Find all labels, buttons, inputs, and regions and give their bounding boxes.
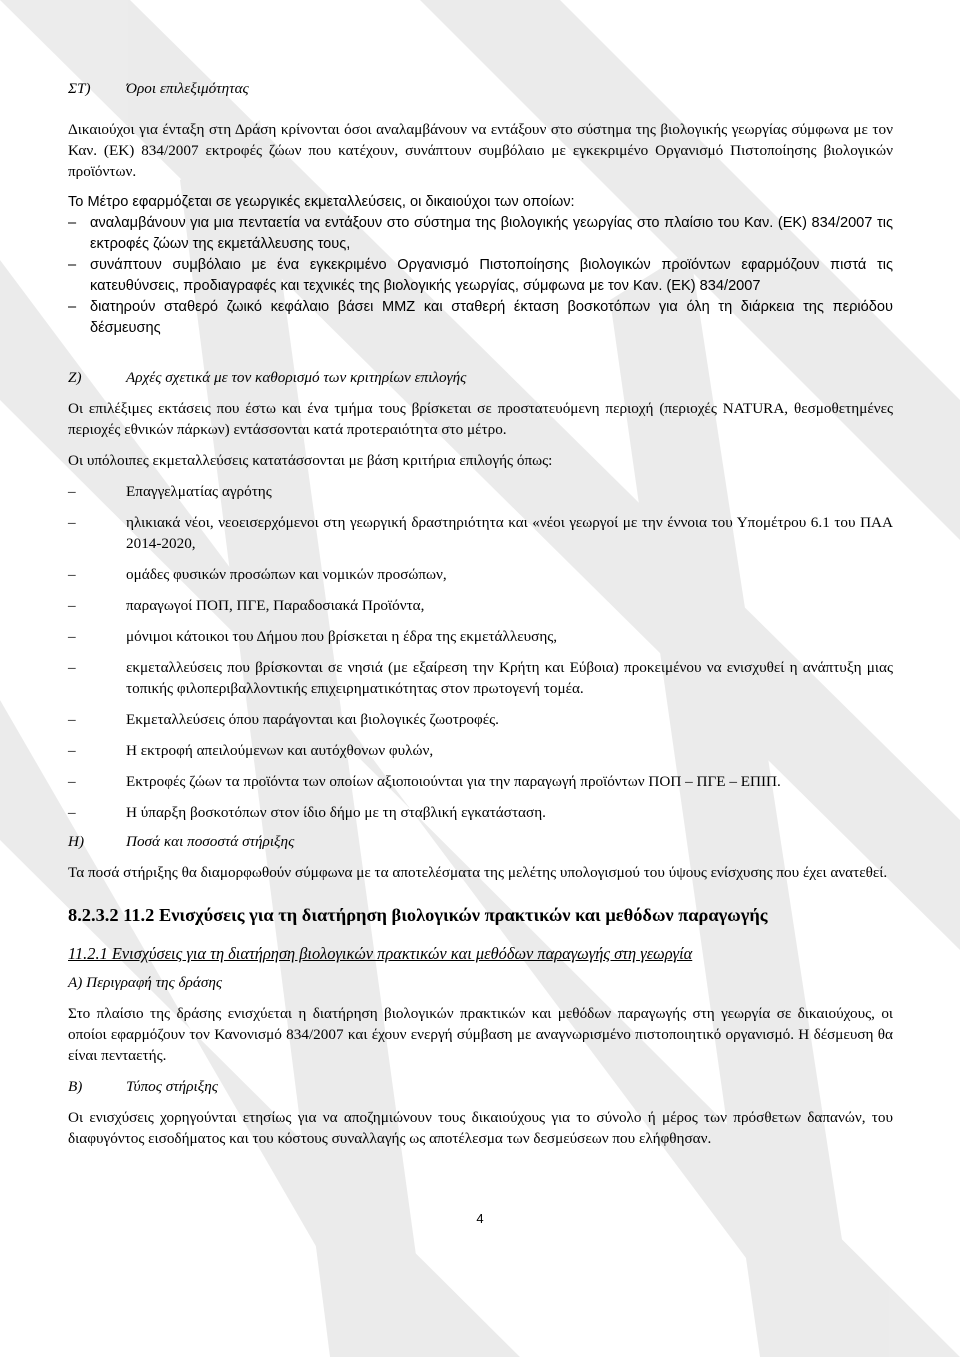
heading-8-2-3-2: 8.2.3.2 11.2 Ενισχύσεις για τη διατήρηση βιολογικών πρακτικών και μεθόδων παραγωγής [68, 905, 768, 925]
z-list-item [68, 740, 893, 761]
z-paragraph-2: Οι υπόλοιπες εκμεταλλεύσεις κατατάσσονται με βάση κριτήρια επιλογής όπως: [68, 452, 553, 469]
z-list-item [68, 802, 893, 823]
dash-mark: – [68, 483, 76, 500]
z-list-item-text: Επαγγελματίας αγρότης [126, 483, 272, 500]
section-a-title: Α) Περιγραφή της δράσης [68, 974, 223, 991]
z-list-item [68, 512, 893, 554]
section-st-heading [68, 78, 893, 99]
dash-mark: – [68, 215, 77, 231]
a-paragraph: Στο πλαίσιο της δράσης ενισχύεται η διατήρηση βιολογικών πρακτικών και μεθόδων παραγωγής στη γεωργία σε δικαιούχους, οι οποίοι εφαρμόζουν τον Κανονισμό 834/2007 και έχουν ενεργή σύμβαση με αναγνωρισμένο πιστοποιητικό οργανισμό. Η δέσμευση θα είναι πενταετής. [68, 1005, 893, 1064]
page-number: 4 [476, 1211, 484, 1226]
st-paragraph-1: Δικαιούχοι για ένταξη στη Δράση κρίνονται όσοι αναλαμβάνουν να εντάξουν στο σύστημα της βιολογικής γεωργίας σύμφωνα με τον Καν. (ΕΚ) 834/2007 εκτροφές ζώων που κατέχουν, συνάπτουν συμβόλαιο με εγκεκριμένο Οργανισμό Πιστοποίησης βιολογικών προϊόντων. [68, 121, 893, 180]
dash-mark: – [68, 659, 76, 676]
section-h-label: Η) [68, 833, 85, 850]
st-list-item-text: συνάπτουν συμβόλαιο με ένα εγκεκριμένο Οργανισμό Πιστοποίησης βιολογικών προϊόντων εφαρμόζουν πιστά τις κατευθύνσεις, προδιαγραφές και τεχνικές της βιολογικής γεωργίας, σύμφωνα με τον Καν. (ΕΚ) 834/2007 [90, 257, 893, 294]
dash-mark: – [68, 711, 76, 728]
z-list-item-text: ομάδες φυσικών προσώπων και νομικών προσώπων, [126, 566, 447, 583]
z-list-item-text: Εκμεταλλεύσεις όπου παράγονται και βιολογικές ζωοτροφές. [126, 711, 499, 728]
dash-mark: – [68, 742, 76, 759]
dash-mark: – [68, 566, 76, 583]
z-list-item-text: εκμεταλλεύσεις που βρίσκονται σε νησιά (με εξαίρεση την Κρήτη και Εύβοια) προκειμένου να ενισχυθεί η ανάπτυξη μιας τοπικής φιλοπεριβαλλοντικής επιχειρηματικότητας στον πρωτογενή τομέα. [126, 659, 893, 697]
z-criteria-list [68, 481, 893, 823]
z-list-item-text: ηλικιακά νέοι, νεοεισερχόμενοι στη γεωργική δραστηριότητα και «νέοι γεωργοί με την έννοια του Υπομέτρου 6.1 του ΠΑΑ 2014-2020, [126, 514, 893, 552]
section-h-heading [68, 831, 893, 852]
section-b-label: Β) [68, 1078, 83, 1095]
z-list-item [68, 771, 893, 792]
st-list-item [68, 213, 893, 255]
st-list-item-text: αναλαμβάνουν για μια πενταετία να εντάξουν στο σύστημα της βιολογικής γεωργίας στο πλαίσιο του Καν. (ΕΚ) 834/2007 τις εκτροφές ζώων της εκμετάλλευσης τους, [90, 215, 893, 252]
z-list-item [68, 626, 893, 647]
st-list-item [68, 297, 893, 339]
dash-mark: – [68, 773, 76, 790]
h-paragraph: Τα ποσά στήριξης θα διαμορφωθούν σύμφωνα με τα αποτελέσματα της μελέτης υπολογισμού του ύψους ενίσχυσης που έχει ανατεθεί. [68, 864, 888, 881]
dash-mark: – [68, 597, 76, 614]
dash-mark: – [68, 257, 77, 273]
st-paragraph-2: Το Μέτρο εφαρμόζεται σε γεωργικές εκμεταλλεύσεις, οι δικαιούχοι των οποίων: [68, 194, 575, 210]
z-list-item-text: Εκτροφές ζώων τα προϊόντα των οποίων αξιοποιούνται για την παραγωγή προϊόντων ΠΟΠ – ΠΓΕ – ΕΠΙΠ. [126, 773, 781, 790]
z-list-item [68, 481, 893, 502]
section-st-label: ΣΤ) [68, 80, 91, 97]
section-b-heading [68, 1076, 893, 1097]
z-list-item-text: Η εκτροφή απειλούμενων και αυτόχθονων φυλών, [126, 742, 434, 759]
z-list-item [68, 657, 893, 699]
z-list-item [68, 709, 893, 730]
z-list-item-text: μόνιμοι κάτοικοι του Δήμου που βρίσκεται η έδρα της εκμετάλλευσης, [126, 628, 558, 645]
section-z-heading [68, 367, 893, 388]
section-b-title: Τύπος στήριξης [126, 1078, 218, 1095]
page-content [68, 78, 893, 1149]
dash-mark: – [68, 514, 76, 531]
heading-11-2-1: 11.2.1 Ενισχύσεις για τη διατήρηση βιολογικών πρακτικών και μεθόδων παραγωγής στη γεωργία [68, 944, 693, 963]
section-z-label: Ζ) [68, 369, 82, 386]
z-list-item-text: Η ύπαρξη βοσκοτόπων στον ίδιο δήμο με τη σταβλική εγκατάσταση. [126, 804, 546, 821]
dash-mark: – [68, 628, 76, 645]
z-list-item-text: παραγωγοί ΠΟΠ, ΠΓΕ, Παραδοσιακά Προϊόντα, [126, 597, 425, 614]
st-block [68, 192, 893, 339]
st-list-item [68, 255, 893, 297]
section-st-title: Όροι επιλεξιμότητας [126, 80, 249, 97]
z-list-item [68, 564, 893, 585]
z-paragraph-1: Οι επιλέξιμες εκτάσεις που έστω και ένα τμήμα τους βρίσκεται σε προστατευόμενη περιοχή (περιοχές NATURA, θεσμοθετημένες περιοχές εθνικών πάρκων) εντάσσονται κατά προτεραιότητα στο μέτρο. [68, 400, 893, 438]
dash-mark: – [68, 299, 77, 315]
dash-mark: – [68, 804, 76, 821]
section-z-title: Αρχές σχετικά με τον καθορισμό των κριτηρίων επιλογής [126, 369, 467, 386]
b-paragraph: Οι ενισχύσεις χορηγούνται ετησίως για να αποζημιώνουν τους δικαιούχους για το σύνολο ή μέρος των πρόσθετων δαπανών, του διαφυγόντος εισοδήματος και του κόστους συναλλαγής ως αποτέλεσμα των δεσμεύσεων που ελήφθησαν. [68, 1109, 893, 1147]
section-h-title: Ποσά και ποσοστά στήριξης [126, 833, 295, 850]
z-list-item [68, 595, 893, 616]
st-list-item-text: διατηρούν σταθερό ζωικό κεφάλαιο βάσει ΜΜΖ και σταθερή έκταση βοσκοτόπων για όλη τη διάρκεια της περιόδου δέσμευσης [90, 299, 893, 336]
